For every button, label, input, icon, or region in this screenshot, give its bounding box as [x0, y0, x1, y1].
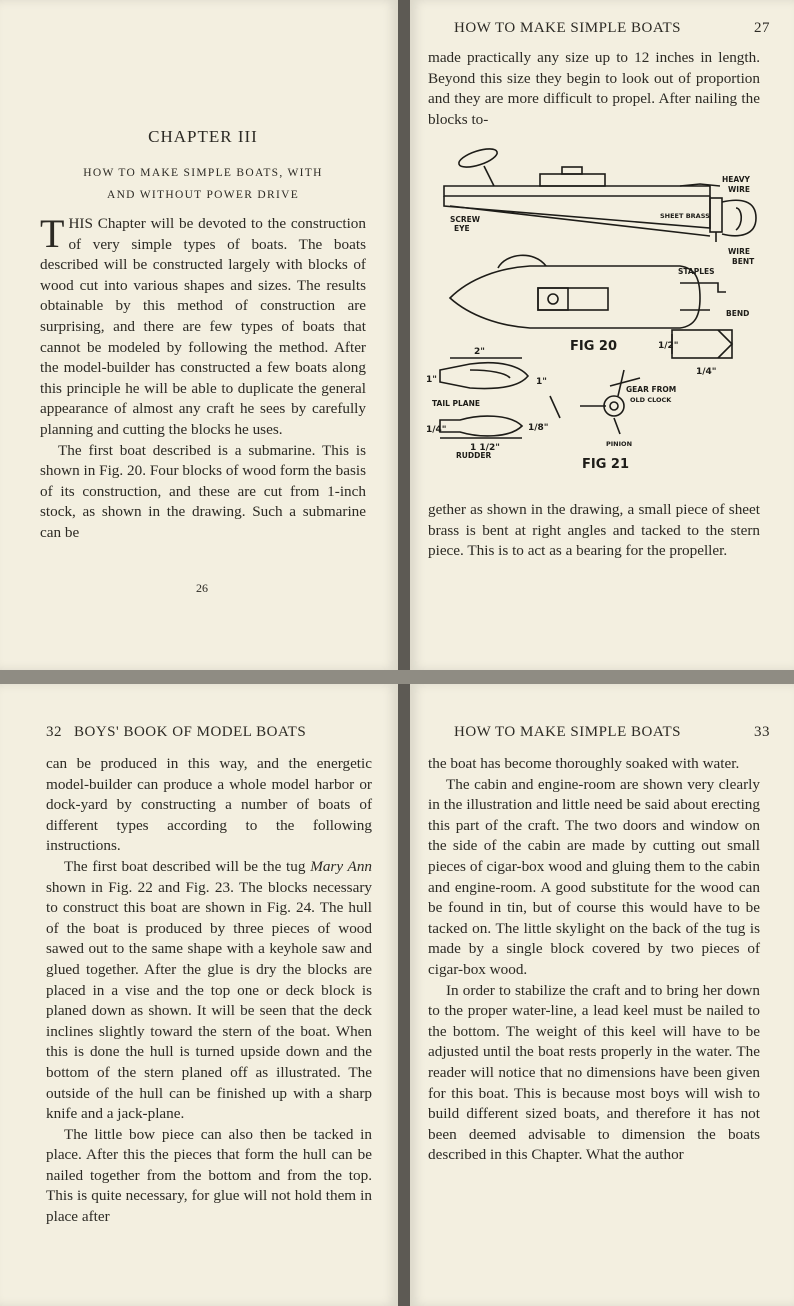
running-head [454, 20, 770, 37]
page-27-body-top [428, 48, 760, 130]
label-bend: BEND [726, 309, 750, 318]
running-head-title: HOW TO MAKE SIMPLE BOATS [454, 20, 682, 36]
paragraph-top: made practically any size up to 12 inches in length. Beyond this size they begin to look out of proportion and they are more difficult to propel. After nailing the blocks to- [428, 49, 760, 128]
page-27-body-bottom [428, 500, 760, 562]
page-33 [410, 684, 794, 1306]
label-wire: WIRE [728, 185, 750, 194]
drop-cap: T [40, 211, 65, 256]
page-number: 26 [196, 581, 208, 595]
dim-2: 2" [474, 347, 485, 357]
page-33-body [428, 754, 760, 1166]
chapter-title: CHAPTER III [148, 127, 258, 146]
sheet-brass-bearing [710, 198, 722, 232]
page-number: 32 [46, 724, 62, 740]
label-heavy: HEAVY [722, 175, 750, 184]
page-32 [0, 684, 398, 1306]
chapter-subtitle-line2: AND WITHOUT POWER DRIVE [106, 189, 300, 201]
boat-name: Mary Ann [310, 857, 373, 875]
gutter-vertical-top [398, 0, 410, 670]
tail-plane-shape [440, 363, 528, 389]
label-bent: BENT [732, 257, 755, 266]
page-27 [410, 0, 794, 670]
paragraph-intro: THIS Chapter will be devoted to the construction of very simple types of boats. The boats described will be constructed largely with blocks of wood cut into various shapes and sizes. The results obtainable by this method of construction are surprising, and there are few types of boats that cannot be modeled by following the method. After the model-builder has constructed a few boats along this principle he will be able to duplicate the general appearance of almost any craft he sees by carefully planning and cutting the blocks he uses. [40, 211, 366, 438]
running-head-title: BOYS' BOOK OF MODEL BOATS [74, 724, 307, 740]
dim-eighth: 1/8" [528, 423, 549, 433]
label-gear-from: GEAR FROM [626, 385, 677, 394]
chapter-subtitle [50, 162, 356, 206]
paragraph-3: In order to stabilize the craft and to bring her down to the proper water-line, a lead keel must be nailed to the bottom. The weight of this keel will have to be adjusted until the boat rests properly in the water. The reader will notice that no dimensions have been given for this boat. This is because most boys will wish to build different sized boats, and therefore it has not been deemed advisable to dimension the boats described in this Chapter. What the author [428, 981, 760, 1164]
fig-21-label: FIG 21 [582, 457, 630, 472]
paragraph-submarine: The first boat described is a submarine. This is shown in Fig. 20. Four blocks of wood form the basis of its construction, and these are cut from 1-inch stock, as shown in the drawing. Such a submarine can be [40, 441, 366, 541]
chapter-subtitle-line1: HOW TO MAKE SIMPLE BOATS, WITH [83, 167, 323, 179]
dim-one-half: 1 1/2" [470, 443, 500, 453]
clock-gear-icon [604, 396, 624, 416]
paragraph-bottom: gether as shown in the drawing, a small piece of sheet brass is bent at right angles and tacked to the stern piece. This is to act as a bearing for the propeller. [428, 501, 760, 560]
submarine-hull-top-view [450, 266, 700, 328]
dim-1-b: 1" [536, 377, 547, 387]
propeller-blade-icon [457, 145, 499, 171]
page-32-body [46, 754, 372, 1228]
label-sheet-brass: SHEET BRASS [660, 212, 710, 220]
figure-20-21-drawing [410, 138, 794, 478]
label-staples: STAPLES [678, 267, 715, 276]
dim-quarter-b: 1/4" [696, 367, 717, 377]
dim-half: 1/2" [658, 341, 679, 351]
page-number: 27 [754, 20, 770, 36]
label-wire-bent: WIRE [728, 247, 750, 256]
label-tail-plane: TAIL PLANE [432, 399, 480, 408]
page-26 [0, 0, 398, 670]
dim-quarter: 1/4" [426, 425, 447, 435]
paragraph-2: The cabin and engine-room are shown very clearly in the illustration and little need be said about erecting this part of the craft. The two doors and window on the side of the cabin are made by cutting out small pieces of cigar-box wood and gluing them to the cabin and engine-room. A good substitute for the wood can be found in tin, but of course this would have to be tacked on. The little skylight on the back of the tug is made by a single block covered by two pieces of cigar-box wood. [428, 775, 760, 978]
dim-1-a: 1" [426, 375, 437, 385]
label-screw: SCREW [450, 215, 481, 224]
fig-20-label: FIG 20 [570, 339, 618, 354]
label-old-clock: OLD CLOCK [630, 396, 672, 404]
paragraph-1: can be produced in this way, and the energetic model-builder can produce a whole model harbor or dock-yard by constructing a number of boats of different types according to the following instructions. [46, 755, 372, 855]
label-rudder: RUDDER [456, 451, 492, 460]
gutter-vertical-bottom [398, 684, 410, 1306]
conning-tower [540, 174, 605, 186]
page-26-body [40, 211, 366, 544]
rudder-shape [440, 416, 522, 436]
running-head [454, 724, 770, 741]
page-number: 33 [754, 724, 770, 740]
paragraph-2: The first boat described will be the tug Mary Ann shown in Fig. 22 and Fig. 23. The blocks necessary to construct this boat are shown in Fig. 24. The hull of the boat is produced by three pieces of wood sawed out to the same shape with a keyhole saw and glued together. After the glue is dry the blocks are placed in a vise and the top one or deck block is planed down as shown. It will be seen that the deck inclines slightly toward the stern of the boat. When this is done the hull is turned upside down and the bottom of the stern planed off as illustrated. The outside of the hull can be finished up with a sharp knife and a jack-plane. [46, 857, 373, 1123]
paragraph-3: The little bow piece can also then be tacked in place. After this the pieces that form the hull can be nailed together from the bottom and from the top. This is quite necessary, for glue will not hold them in place after [46, 1125, 372, 1226]
running-head-title: HOW TO MAKE SIMPLE BOATS [454, 724, 682, 740]
paragraph-1: the boat has become thoroughly soaked with water. [428, 755, 740, 772]
running-head [46, 724, 346, 741]
label-eye: EYE [454, 224, 470, 233]
label-pinion: PINION [606, 440, 633, 448]
